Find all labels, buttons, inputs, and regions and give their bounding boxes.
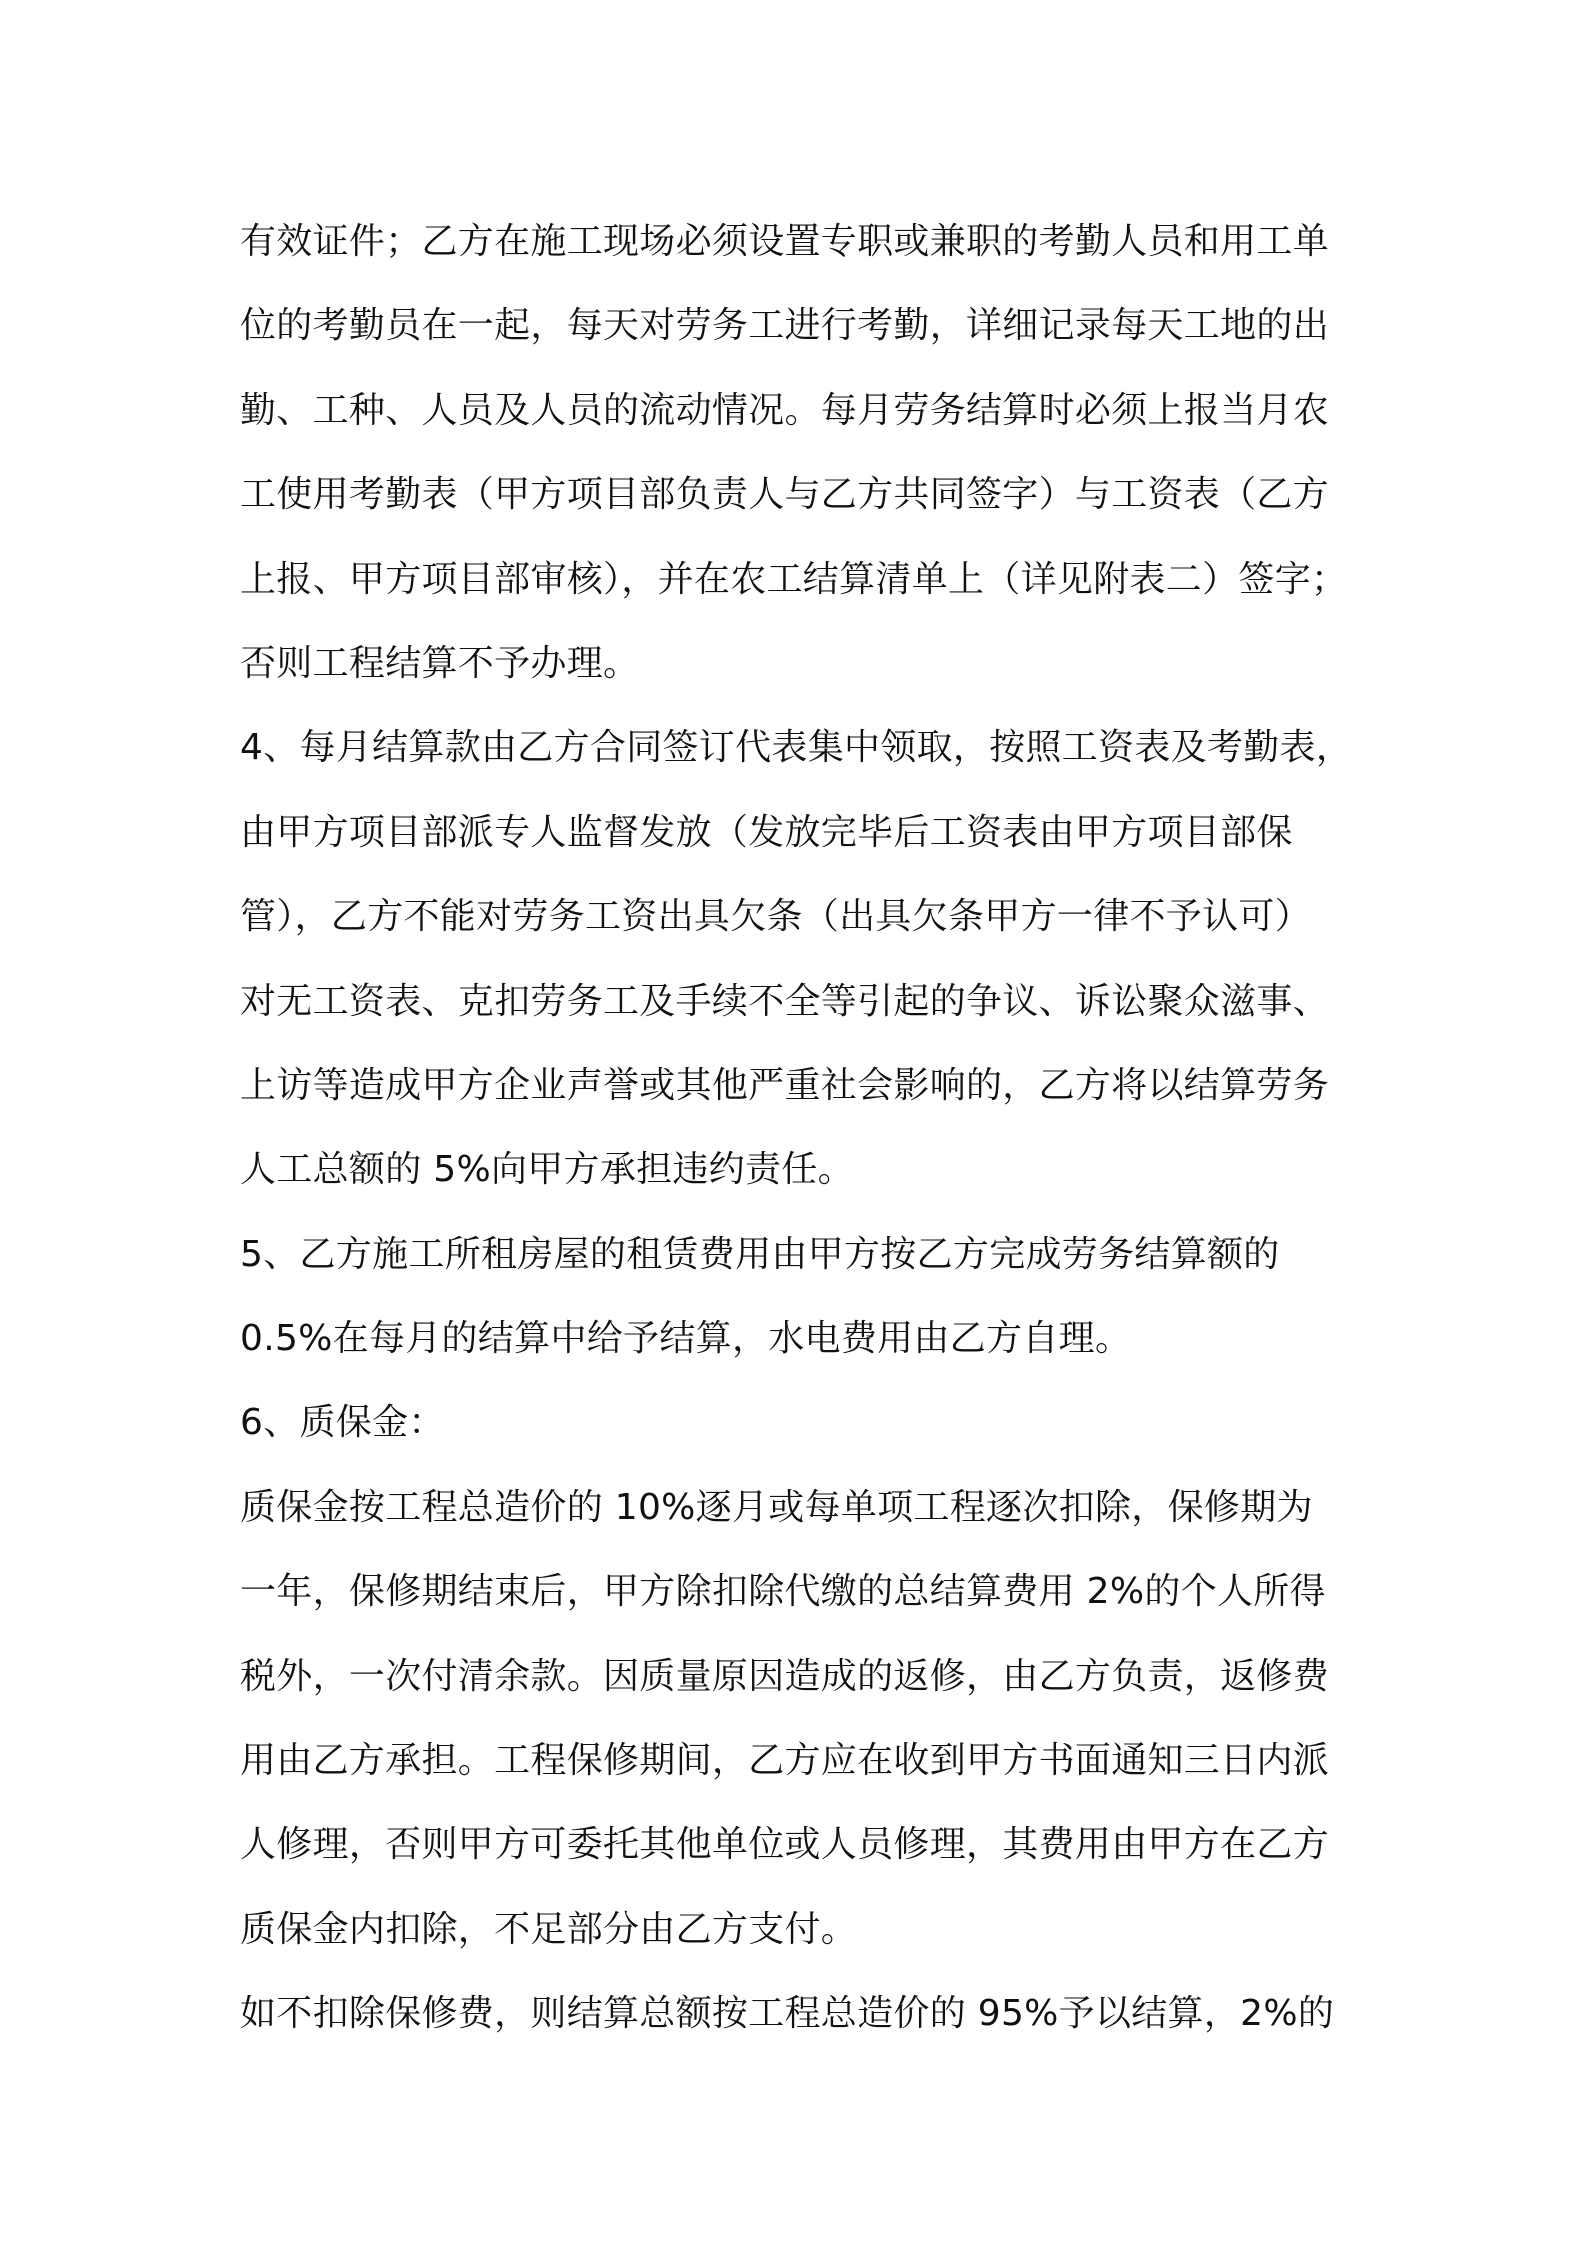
text-line: 人修理，否则甲方可委托其他单位或人员修理，其费用由甲方在乙方 [240,1824,1330,1866]
text-line: 由甲方项目部派专人监督发放（发放完毕后工资表由甲方项目部保 [240,811,1293,853]
text-line: 勤、工种、人员及人员的流动情况。每月劳务结算时必须上报当月农 [240,389,1330,431]
document-body [240,200,1370,2057]
text-line: 工使用考勤表（甲方项目部负责人与乙方共同签字）与工资表（乙方 [240,474,1330,516]
text-line: 位的考勤员在一起，每天对劳务工进行考勤，详细记录每天工地的出 [240,305,1330,347]
text-line: 管），乙方不能对劳务工资出具欠条（出具欠条甲方一律不予认可） [240,896,1312,938]
text-line: 税外，一次付清余款。因质量原因造成的返修，由乙方负责，返修费 [240,1655,1330,1697]
text-line: 上报、甲方项目部审核），并在农工结算清单上（详见附表二）签字； [240,558,1348,600]
text-line: 一年，保修期结束后，甲方除扣除代缴的总结算费用 2%的个人所得 [240,1571,1326,1613]
text-line: 上访等造成甲方企业声誉或其他严重社会影响的，乙方将以结算劳务 [240,1064,1330,1106]
text-line: 4、每月结算款由乙方合同签订代表集中领取，按照工资表及考勤表， [240,727,1353,769]
text-line: 用由乙方承担。工程保修期间，乙方应在收到甲方书面通知三日内派 [240,1740,1330,1782]
text-line: 否则工程结算不予办理。 [240,642,640,684]
text-line: 人工总额的 5%向甲方承担违约责任。 [240,1149,854,1191]
text-line: 0.5%在每月的结算中给予结算，水电费用由乙方自理。 [240,1318,1132,1360]
text-line: 质保金内扣除，不足部分由乙方支付。 [240,1908,858,1950]
text-line: 对无工资表、克扣劳务工及手续不全等引起的争议、诉讼聚众滋事、 [240,980,1330,1022]
text-line: 如不扣除保修费，则结算总额按工程总造价的 95%予以结算，2%的 [240,1993,1335,2035]
text-line: 质保金按工程总造价的 10%逐月或每单项工程逐次扣除，保修期为 [240,1486,1313,1528]
text-line: 6、质保金： [240,1402,445,1444]
text-line: 有效证件；乙方在施工现场必须设置专职或兼职的考勤人员和用工单 [240,221,1330,262]
text-line: 5、乙方施工所租房屋的租赁费用由甲方按乙方完成劳务结算额的 [240,1233,1280,1275]
